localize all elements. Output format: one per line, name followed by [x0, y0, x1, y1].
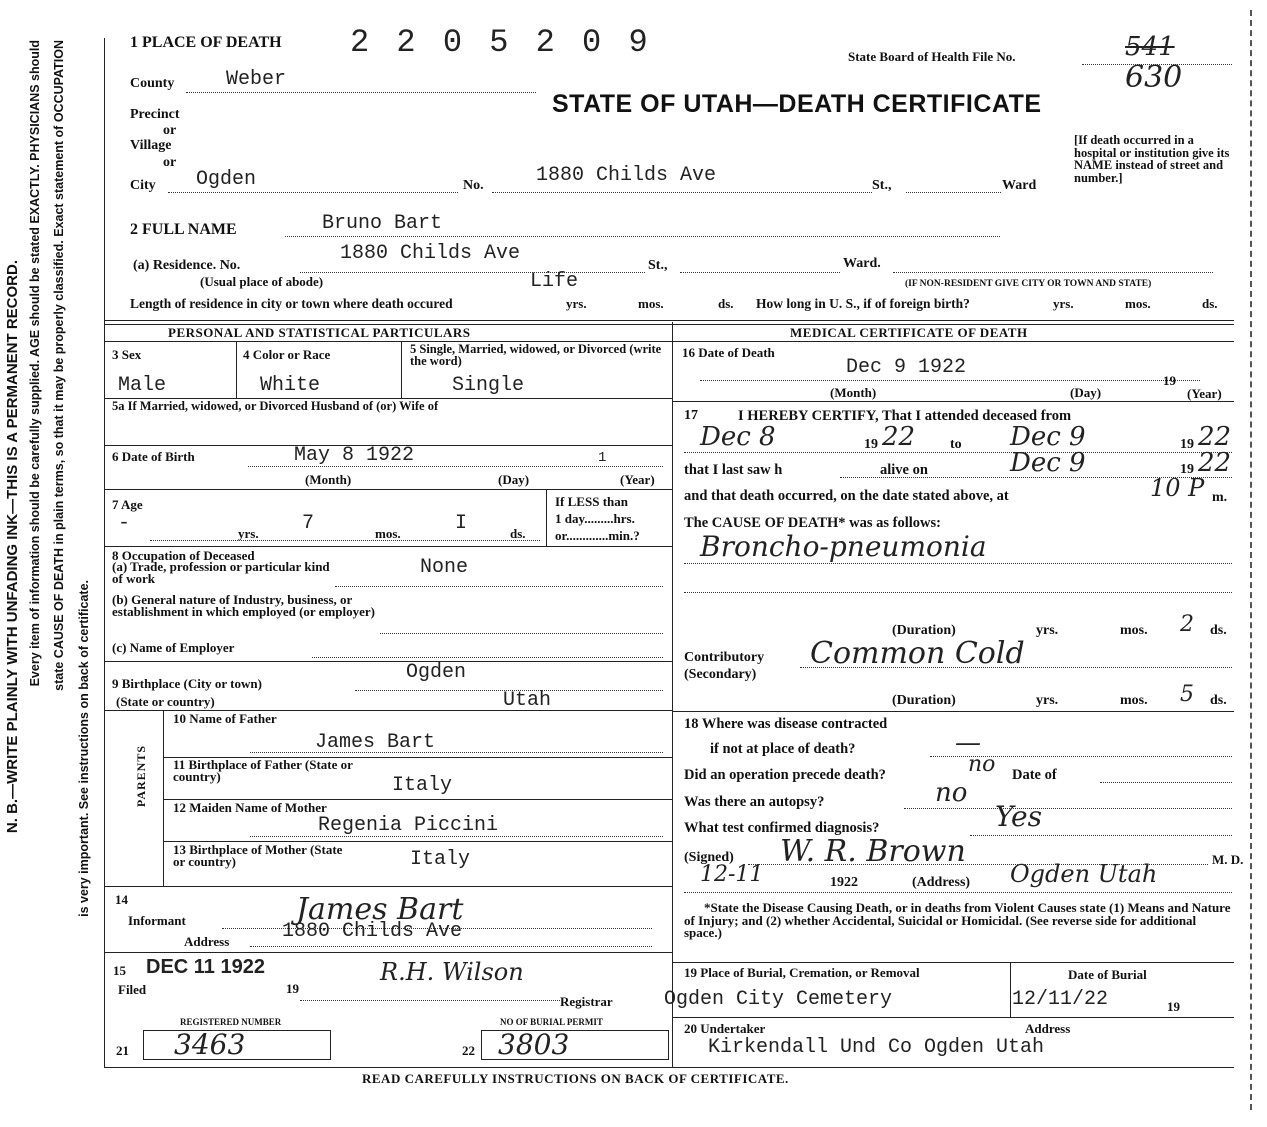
md-label: M. D. — [1212, 852, 1244, 867]
operation-label: Did an operation precede death? — [684, 767, 886, 783]
dob-year-label: (Year) — [620, 472, 655, 487]
autopsy-value: no — [935, 778, 968, 808]
informant-label: Informant — [128, 913, 186, 928]
less-than-label: If LESS than — [555, 494, 628, 509]
ward-label: Ward — [1002, 178, 1037, 193]
occurred-m-label: m. — [1212, 490, 1228, 505]
signed-label: (Signed) — [684, 850, 734, 865]
undertaker-value: Kirkendall Und Co Ogden Utah — [708, 1036, 1045, 1059]
dob-day-label: (Day) — [498, 472, 530, 487]
duration-1-yrs: yrs. — [1036, 623, 1059, 638]
abode-label: (Usual place of abode) — [200, 274, 324, 289]
physician-signature: W. R. Brown — [780, 834, 966, 869]
duration-1-label: (Duration) — [892, 623, 956, 638]
certify-text: I HEREBY CERTIFY, That I attended deceased from — [738, 408, 1072, 424]
filed-19: 19 — [286, 981, 299, 996]
age-mos-label: mos. — [375, 526, 401, 541]
or-label-1: or — [163, 123, 177, 138]
registered-number-value: 3463 — [174, 1028, 246, 1061]
cause-label: The CAUSE OF DEATH* was as follows: — [684, 515, 941, 531]
length-of-residence-label: Length of residence in city or town where death occured — [130, 296, 453, 311]
duration-2-label: (Duration) — [892, 693, 956, 708]
contributory-value: Common Cold — [810, 636, 1025, 671]
undertaker-label: 20 Undertaker — [684, 1021, 766, 1036]
yrs-label: yrs. — [566, 296, 587, 311]
residence-st-label: St., — [648, 258, 668, 273]
signed-year: 1922 — [830, 875, 858, 890]
informant-number: 14 — [115, 892, 128, 907]
residence-ward-label: Ward. — [843, 256, 881, 271]
footnote: *State the Disease Causing Death, or in deaths from Violent Causes state (1) Means and Nature of Injury; and (2) whether Accidental, Suicidal or Homicidal. (See reverse side for additional space.) — [684, 900, 1231, 940]
operation-value: no — [968, 752, 996, 777]
registrar-signature: R.H. Wilson — [380, 958, 524, 986]
city-label: City — [130, 178, 156, 193]
father-birthplace-label: 11 Birthplace of Father (State or country) — [173, 757, 353, 784]
spouse-label: 5a If Married, widowed, or Divorced Husband of (or) Wife of — [112, 399, 439, 413]
to-label: to — [950, 437, 962, 452]
birthplace-state-label: (State or country) — [116, 694, 215, 709]
sidebar-line-3: state CAUSE OF DEATH in plain terms, so that it may be properly classified. Exact statement of OCCUPATION — [52, 40, 66, 691]
last-saw-date: Dec 9 — [1010, 448, 1086, 478]
precinct-label: Precinct — [130, 107, 180, 122]
trade-label: (a) Trade, profession or particular kind of work — [112, 559, 330, 586]
nineteen-3: 19 — [1180, 462, 1194, 477]
burial-date-label: Date of Burial — [1068, 967, 1147, 982]
burial-date-value: 12/11/22 — [1012, 988, 1109, 1011]
dod-month-label: (Month) — [830, 385, 877, 400]
street-value: 1880 Childs Ave — [536, 164, 717, 187]
date-of-label: Date of — [1012, 767, 1057, 783]
county-value: Weber — [226, 68, 287, 91]
stamp-number: 2 2 0 5 2 0 9 — [350, 24, 652, 61]
attended-from-year: 22 — [882, 422, 916, 452]
informant-value: James Bart — [296, 892, 464, 927]
occupation-label: 8 Occupation of Deceased — [112, 548, 255, 563]
industry-label: (b) General nature of Industry, business, or establishment in which employed (or employer) — [112, 592, 375, 619]
village-label: Village — [130, 138, 172, 153]
marital-label: 5 Single, Married, widowed, or Divorced (write the word) — [410, 342, 662, 368]
sidebar-line-4: is very important. See instructions on back of certificate. — [77, 580, 91, 917]
duration-1-ds: ds. — [1210, 623, 1227, 638]
burial-permit-prefix: 22 — [462, 1043, 475, 1058]
registrar-label: Registrar — [560, 994, 613, 1009]
file-no: 630 — [1125, 60, 1183, 95]
dod-year-label: (Year) — [1187, 386, 1222, 401]
us-ds-label: ds. — [1202, 296, 1218, 311]
duration-2-ds-value: 5 — [1180, 682, 1194, 707]
attended-to-year: 22 — [1198, 422, 1232, 452]
full-name-label: 2 FULL NAME — [130, 221, 237, 238]
test-label: What test confirmed diagnosis? — [684, 820, 880, 836]
physician-address-value: Ogden Utah — [1010, 860, 1158, 888]
nonresident-note: (IF NON-RESIDENT GIVE CITY OR TOWN AND STATE) — [905, 279, 1152, 289]
father-name-value: James Bart — [315, 731, 436, 754]
signed-date: 12-11 — [700, 862, 764, 887]
trade-value: None — [420, 556, 469, 579]
test-value: Yes — [995, 800, 1042, 833]
last-saw-year: 22 — [1198, 448, 1232, 478]
nineteen-1: 19 — [864, 437, 878, 452]
nineteen-2: 19 — [1180, 437, 1194, 452]
day-hrs-label: 1 day.........hrs. — [555, 511, 635, 526]
dob-label: 6 Date of Birth — [112, 449, 195, 464]
personal-heading: PERSONAL AND STATISTICAL PARTICULARS — [168, 325, 471, 340]
burial-place-value: Ogden City Cemetery — [664, 988, 893, 1011]
dod-value: Dec 9 1922 — [846, 356, 967, 379]
duration-1-ds-value: 2 — [1180, 612, 1194, 637]
or-label-2: or — [163, 155, 177, 170]
file-no-label: State Board of Health File No. — [848, 49, 1016, 64]
occurred-time: 10 P — [1150, 474, 1205, 502]
burial-permit-label: NO OF BURIAL PERMIT — [500, 1017, 603, 1027]
dod-19: 19 — [1163, 373, 1176, 388]
right-edge — [1250, 10, 1252, 1110]
dob-year-tail: 1 — [598, 450, 607, 466]
ds-label: ds. — [718, 296, 734, 311]
not-place-label: if not at place of death? — [710, 741, 856, 757]
filed-date-stamp: DEC 11 1922 — [146, 956, 265, 978]
burial-place-label: 19 Place of Burial, Cremation, or Removal — [684, 965, 920, 980]
certificate-title: STATE OF UTAH—DEATH CERTIFICATE — [552, 90, 1042, 118]
age-yrs-label: yrs. — [238, 526, 259, 541]
residence-length-value: Life — [530, 270, 579, 293]
cause-value: Broncho-pneumonia — [700, 530, 987, 563]
age-months-value: 7 — [302, 512, 315, 535]
last-saw-label: that I last saw h — [684, 462, 783, 478]
informant-address-label: Address — [184, 934, 230, 949]
mother-name-label: 12 Maiden Name of Mother — [173, 800, 327, 815]
filed-label: Filed — [118, 982, 147, 997]
us-yrs-label: yrs. — [1053, 296, 1074, 311]
contributory-label: Contributory — [684, 650, 765, 665]
sidebar-line-1: N. B.—WRITE PLAINLY WITH UNFADING INK—THIS IS A PERMANENT RECORD. — [4, 260, 21, 834]
secondary-label: (Secondary) — [684, 667, 757, 682]
county-label: County — [130, 76, 175, 91]
medical-heading: MEDICAL CERTIFICATE OF DEATH — [790, 325, 1028, 340]
birthplace-state-value: Utah — [503, 689, 552, 712]
duration-2-ds: ds. — [1210, 693, 1227, 708]
autopsy-label: Was there an autopsy? — [684, 794, 825, 810]
burial-19: 19 — [1167, 999, 1180, 1014]
mother-birthplace-label: 13 Birthplace of Mother (State or country) — [173, 842, 343, 869]
city-value: Ogden — [196, 168, 257, 191]
physician-address-label: (Address) — [912, 875, 971, 890]
occurred-label: and that death occurred, on the date stated above, at — [684, 488, 1009, 504]
age-years-value: - — [118, 512, 131, 535]
st-label: St., — [872, 178, 892, 193]
not-place-value: — — [955, 728, 981, 758]
or-min-label: or.............min.? — [555, 528, 640, 543]
us-mos-label: mos. — [1125, 296, 1151, 311]
footer-instructions: READ CAREFULLY INSTRUCTIONS ON BACK OF CERTIFICATE. — [362, 1071, 789, 1086]
duration-2-yrs: yrs. — [1036, 693, 1059, 708]
marital-value: Single — [452, 374, 525, 397]
informant-address-value: 1880 Childs Ave — [282, 920, 463, 943]
disease-contracted-label: 18 Where was disease contracted — [684, 716, 888, 732]
left-border — [104, 38, 105, 1068]
age-ds-label: ds. — [510, 526, 526, 541]
age-label: 7 Age — [112, 497, 143, 512]
dob-value: May 8 1922 — [294, 444, 415, 467]
parents-label: PARENTS — [134, 745, 148, 808]
race-value: White — [260, 374, 321, 397]
sex-label: 3 Sex — [112, 347, 142, 362]
full-name-value: Bruno Bart — [322, 212, 443, 235]
last-saw-alive-on: alive on — [880, 462, 928, 478]
race-label: 4 Color or Race — [243, 347, 331, 362]
sex-value: Male — [118, 374, 167, 397]
dod-day-label: (Day) — [1070, 385, 1102, 400]
file-no-old: 541 — [1125, 32, 1175, 62]
place-of-death-label: 1 PLACE OF DEATH — [130, 34, 282, 51]
burial-permit-value: 3803 — [498, 1028, 570, 1061]
certify-number: 17 — [684, 408, 698, 423]
registered-number-prefix: 21 — [116, 1043, 129, 1058]
residence-value: 1880 Childs Ave — [340, 242, 521, 265]
father-birthplace-value: Italy — [392, 774, 453, 797]
dod-label: 16 Date of Death — [682, 345, 775, 360]
undertaker-address-label: Address — [1025, 1021, 1071, 1036]
father-name-label: 10 Name of Father — [173, 711, 277, 726]
attended-from-value: Dec 8 — [700, 422, 776, 452]
hospital-note: [If death occurred in a hospital or institution give its NAME instead of street and number.] — [1074, 133, 1230, 185]
dob-month-label: (Month) — [305, 472, 352, 487]
birthplace-label: 9 Birthplace (City or town) — [112, 676, 262, 691]
residence-label: (a) Residence. No. — [133, 258, 241, 273]
birthplace-city-value: Ogden — [406, 661, 467, 684]
registered-number-label: REGISTERED NUMBER — [180, 1017, 282, 1027]
duration-2-mos: mos. — [1120, 693, 1148, 708]
age-days-value: I — [455, 512, 468, 535]
us-residence-label: How long in U. S., if of foreign birth? — [756, 296, 970, 311]
mother-name-value: Regenia Piccini — [318, 814, 499, 837]
duration-1-mos: mos. — [1120, 623, 1148, 638]
sidebar-line-2: Every item of information should be carefully supplied. AGE should be stated EXACTLY. PHYSICIANS should — [28, 40, 42, 687]
filed-number: 15 — [113, 963, 126, 978]
employer-label: (c) Name of Employer — [112, 640, 235, 655]
attended-to-value: Dec 9 — [1010, 422, 1086, 452]
mos-label: mos. — [638, 296, 664, 311]
mother-birthplace-value: Italy — [410, 848, 471, 871]
city-no-label: No. — [463, 178, 484, 193]
